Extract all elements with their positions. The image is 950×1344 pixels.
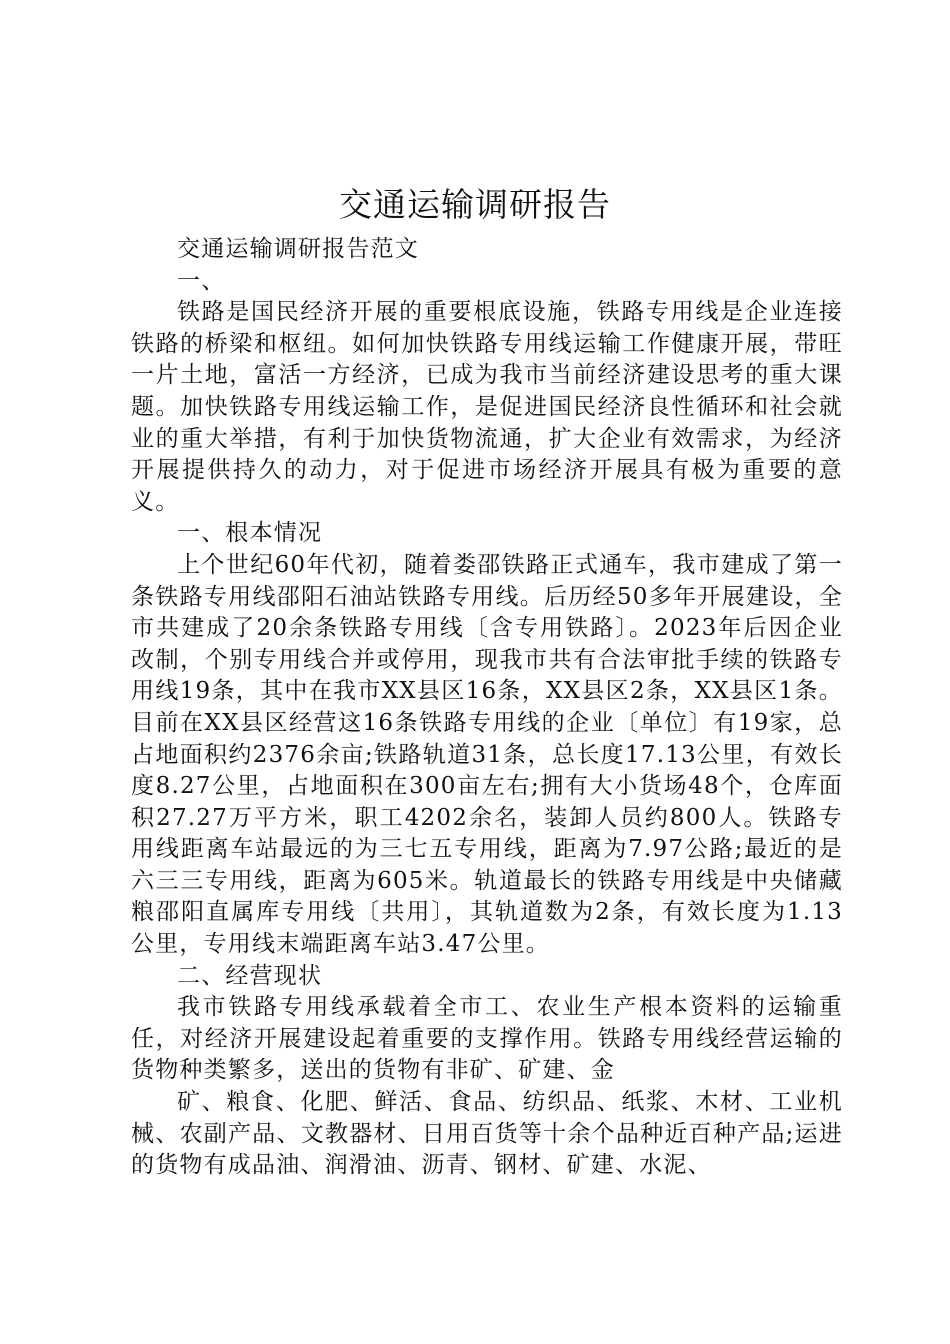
section-heading-operation: 二、经营现状 [177, 962, 323, 989]
section-number: 一、 [177, 267, 226, 294]
document-title: 交通运输调研报告 [339, 185, 611, 224]
goods-paragraph: 矿、粮食、化肥、鲜活、食品、纺织品、纸浆、木材、工业机械、农副产品、文教器材、日用百货等十余个品种近百种产品;运进的货物有成品油、润滑油、沥青、钢材、矿建、水泥、 [131, 1089, 843, 1179]
subtitle-line: 交通运输调研报告范文 [177, 236, 419, 262]
basic-situation-paragraph: 上个世纪60年代初，随着娄邵铁路正式通车，我市建成了第一条铁路专用线邵阳石油站铁路专用线。后历经50多年开展建设，全市共建成了20余条铁路专用线〔含专用铁路〕。2023年后因企业改制，个别专用线合并或停用，现我市共有合法审批手续的铁路专用线19条，其中在我市XX县区16条，XX县区2条，XX县区1条。目前在XX县区经营这16条铁路专用线的企业〔单位〕有19家，总占地面积约2376余亩;铁路轨道31条，总长度17.13公里，有效长度8.27公里，占地面积在300亩左右;拥有大小货场48个，仓库面积27.27万平方米，职工4202余名，装卸人员约800人。铁路专用线距离车站最远的为三七五专用线，距离为7.97公路;最近的是六三三专用线，距离为605米。轨道最长的铁路专用线是中央储藏粮邵阳直属库专用线〔共用〕，其轨道数为2条，有效长度为1.13公里，专用线末端距离车站3.47公里。 [131, 551, 843, 958]
intro-paragraph: 铁路是国民经济开展的重要根底设施，铁路专用线是企业连接铁路的桥梁和枢纽。如何加快铁路专用线运输工作健康开展，带旺一片土地，富活一方经济，已成为我市当前经济建设思考的重大课题。加快铁路专用线运输工作，是促进国民经济良性循环和社会就业的重大举措，有利于加快货物流通，扩大企业有效需求，为经济开展提供持久的动力，对于促进市场经济开展具有极为重要的意义。 [131, 299, 843, 515]
operation-paragraph: 我市铁路专用线承载着全市工、农业生产根本资料的运输重任，对经济开展建设起着重要的支撑作用。铁路专用线经营运输的货物种类繁多，送出的货物有非矿、矿建、金 [131, 994, 843, 1084]
document-body [131, 234, 843, 1182]
section-heading-basic: 一、根本情况 [177, 520, 323, 547]
